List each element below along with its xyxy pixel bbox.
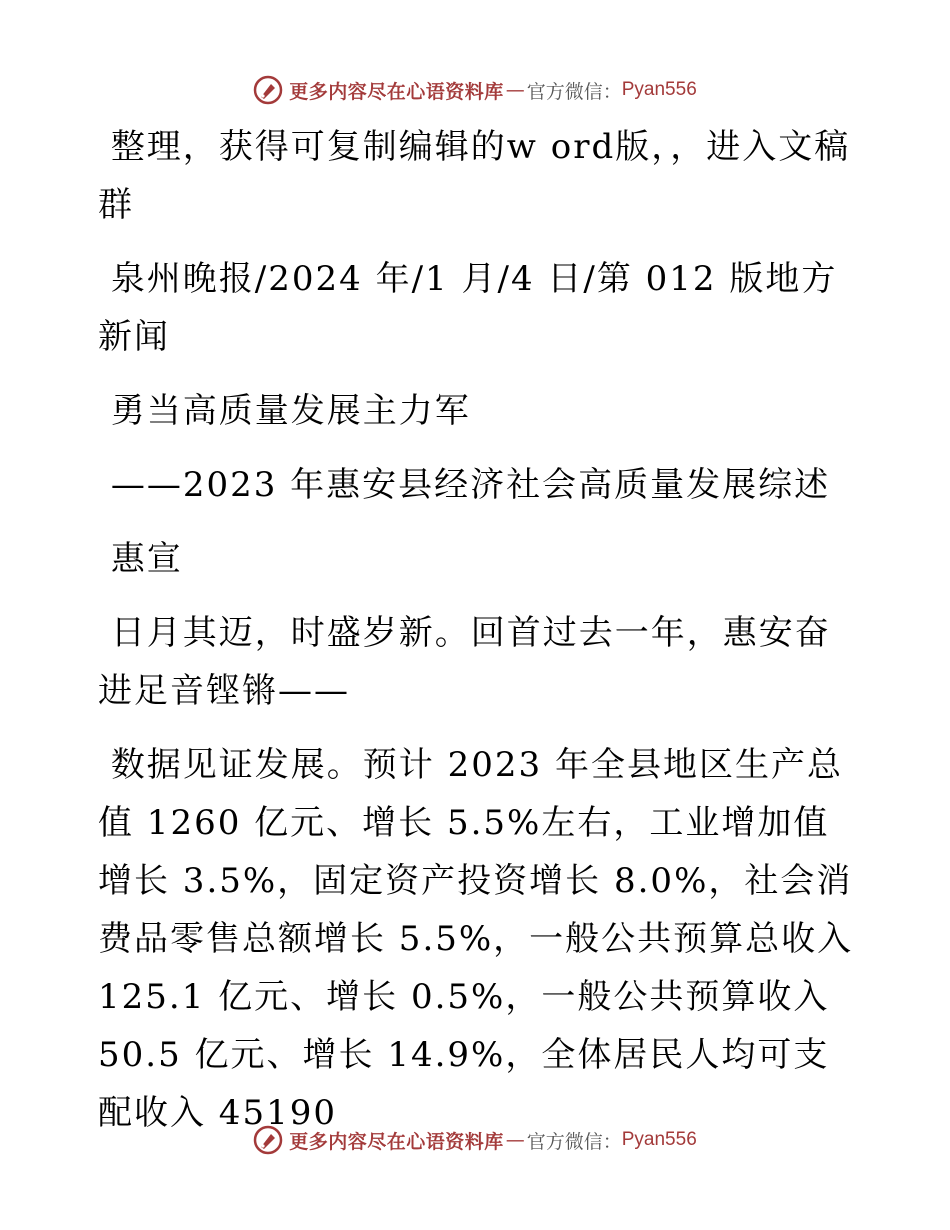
article-title: 勇当高质量发展主力军	[98, 391, 471, 431]
account-id: Pyan556	[621, 1129, 697, 1150]
paragraph-intro: 日月其迈，时盛岁新。回首过去一年，惠安奋进足音铿锵——	[98, 613, 831, 711]
brand-text: 更多内容尽在心语资料库	[289, 80, 504, 103]
document-body	[98, 118, 866, 1158]
brand-text: 更多内容尽在心语资料库	[289, 1130, 504, 1153]
article-author: 惠宣	[98, 539, 183, 579]
pen-nib-logo-icon	[253, 1125, 283, 1155]
official-label: 官方微信：	[526, 80, 622, 103]
article-subtitle: ——2023 年惠安县经济社会高质量发展综述	[98, 465, 831, 505]
banner-separator: —	[505, 1129, 525, 1151]
header-banner	[0, 70, 950, 110]
pen-nib-logo-icon	[253, 75, 283, 105]
footer-banner	[0, 1120, 950, 1160]
official-label: 官方微信：	[526, 1130, 622, 1153]
paragraph-source: 泉州晚报/2024 年/1 月/4 日/第 012 版地方新闻	[98, 259, 838, 357]
paragraph-data: 数据见证发展。预计 2023 年全县地区生产总值 1260 亿元、增长 5.5%左右，工业增加值增长 3.5%，固定资产投资增长 8.0%，社会消费品零售总额增长 5.5%，一般公共预算总收入 125.1 亿元、增长 0.5%，一般公共预算收入 50.5 亿元、增长 14.9%，全体居民人均可支配收入 45190	[98, 745, 866, 1133]
account-id: Pyan556	[621, 79, 697, 100]
banner-separator: —	[505, 79, 525, 101]
paragraph-note: 整理，获得可复制编辑的w ord版，，进入文稿群	[98, 127, 851, 225]
